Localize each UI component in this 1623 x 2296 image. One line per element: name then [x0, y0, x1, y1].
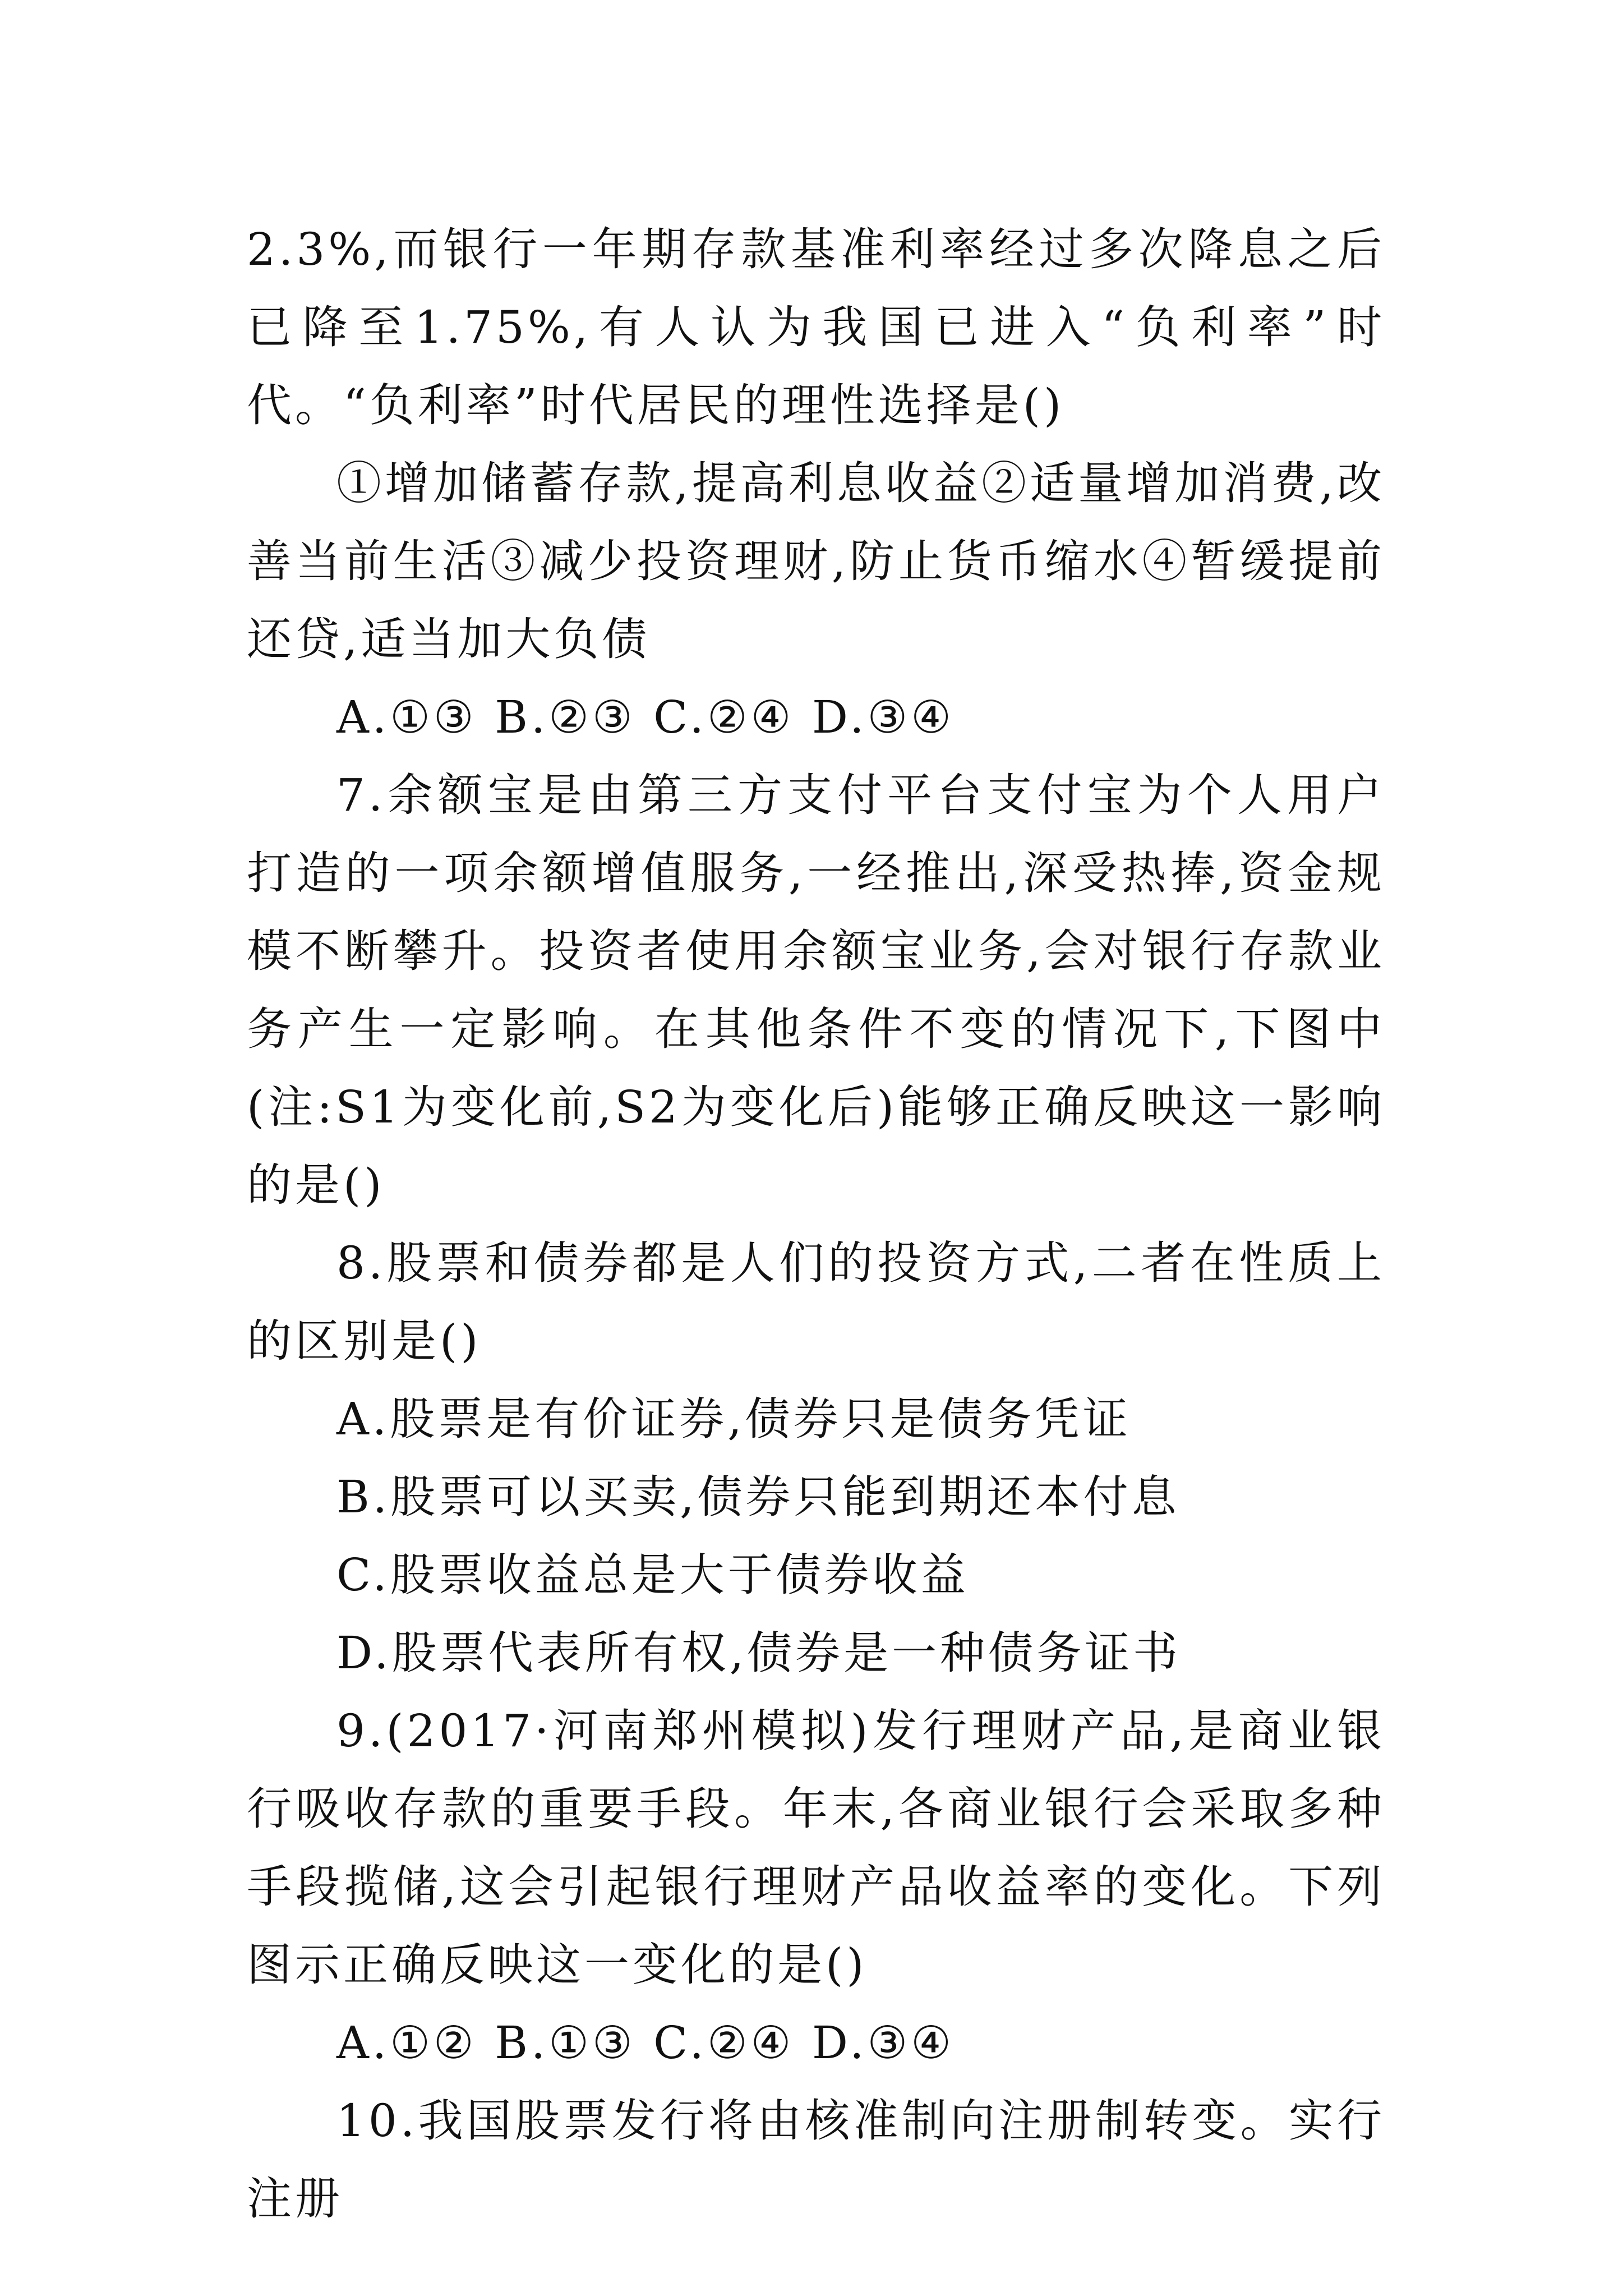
paragraph-question-9-options: A.①② B.①③ C.②④ D.③④ — [336, 2017, 955, 2069]
paragraph-question-8-option-b: B.股票可以买卖,债券只能到期还本付息 — [336, 1471, 1180, 1523]
document-body — [247, 210, 1385, 2238]
paragraph-question-10: 10.我国股票发行将由核准制向注册制转变。实行注册 — [247, 2095, 1385, 2225]
paragraph-question-8-option-c: C.股票收益总是大于债券收益 — [336, 1549, 969, 1601]
paragraph-question-6-stem: 2.3%,而银行一年期存款基准利率经过多次降息之后已降至1.75%,有人认为我国已进入“负利率”时代。“负利率”时代居民的理性选择是() — [247, 223, 1385, 431]
paragraph-question-6-options: A.①③ B.②③ C.②④ D.③④ — [336, 691, 955, 743]
paragraph-question-8: 8.股票和债券都是人们的投资方式,二者在性质上的区别是() — [247, 1237, 1385, 1367]
paragraph-question-7: 7.余额宝是由第三方支付平台支付宝为个人用户打造的一项余额增值服务,一经推出,深受热捧,资金规模不断攀升。投资者使用余额宝业务,会对银行存款业务产生一定影响。在其他条件不变的情况下,下图中(注:S1为变化前,S2为变化后)能够正确反映这一影响的是() — [247, 769, 1385, 1211]
paragraph-question-6-statements: ①增加储蓄存款,提高利息收益②适量增加消费,改善当前生活③减少投资理财,防止货币缩水④暂缓提前还贷,适当加大负债 — [247, 457, 1385, 665]
paragraph-question-8-option-d: D.股票代表所有权,债券是一种债务证书 — [336, 1627, 1182, 1679]
paragraph-question-8-option-a: A.股票是有价证券,债券只是债务凭证 — [336, 1393, 1131, 1445]
paragraph-question-9: 9.(2017·河南郑州模拟)发行理财产品,是商业银行吸收存款的重要手段。年末,各商业银行会采取多种手段揽储,这会引起银行理财产品收益率的变化。下列图示正确反映这一变化的是() — [247, 1705, 1385, 1991]
